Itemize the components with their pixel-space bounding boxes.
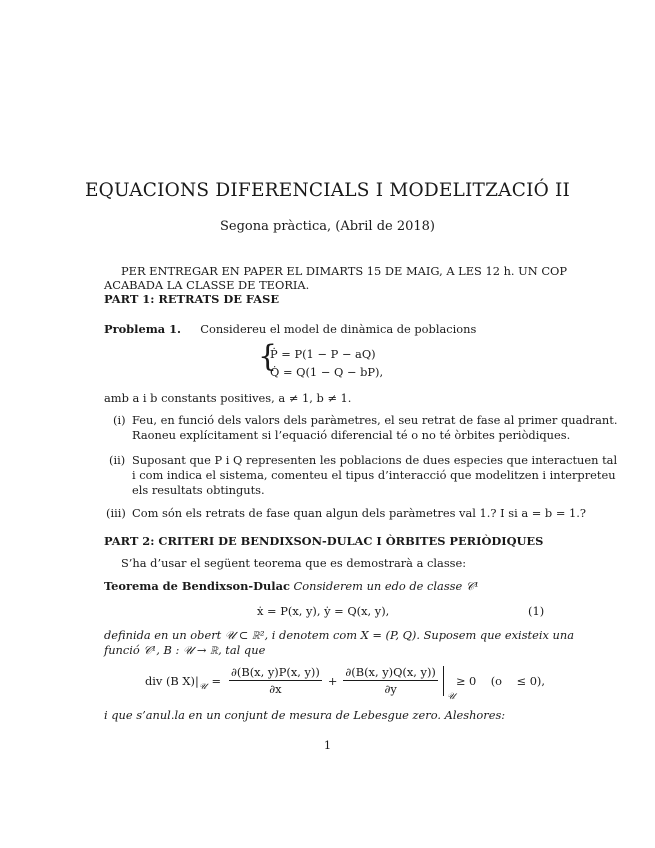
fraction-1-numerator: ∂(B(x, y)P(x, y)) [231,665,320,679]
plus-sign: + [327,673,338,688]
theorem-text: Considerem un edo de classe 𝒞¹ [293,579,479,593]
item-i-line-1: Feu, en funció dels valors dels paràmetres, el seu retrat de fase al primer quadrant. [132,413,618,427]
part2-heading: PART 2: CRITERI DE BENDIXSON-DULAC I ÒRBITES PERIÒDIQUES [104,534,544,548]
problem-1 [104,322,476,337]
document-title: EQUACIONS DIFERENCIALS I MODELITZACIÓ II [84,180,571,201]
item-i-label: (i) [113,413,126,427]
item-ii-line-2: i com indica el sistema, comenteu el tipus d’interacció que modelitzen i interpreteu [132,468,616,482]
theorem-label: Teorema de Bendixson-Dulac [104,579,290,593]
div-lhs-subscript: 𝒰 [198,682,207,692]
fraction-2-numerator: ∂(B(x, y)Q(x, y)) [345,665,436,679]
page-number: 1 [323,738,332,752]
div-lhs: div (B X)| [145,673,199,688]
notice-line-1: PER ENTREGAR EN PAPER EL DIMARTS 15 DE MAIG, A LES 12 h. UN COP [121,264,568,278]
problem-intro: Considereu el model de dinàmica de poblacions [200,322,477,336]
item-i-line-2: Raoneu explícitament si l’equació diferencial té o no té òrbites periòdiques. [132,428,571,442]
theorem-statement [104,579,479,594]
item-ii-line-3: els resultats obtinguts. [132,483,265,497]
fraction-2-denominator: ∂y [384,682,397,696]
fraction-1-denominator: ∂x [269,682,282,696]
fraction-2 [343,665,437,696]
evaluation-subscript: 𝒰 [446,691,455,702]
final-line: i que s’anul.la en un conjunt de mesura de Lebesgue zero. Aleshores: [104,708,506,722]
equation-q: Q̇ = Q(1 − Q − bP), [270,365,384,379]
div-rhs: ≥ 0 (o ≤ 0), [455,673,545,688]
div-equals: = [211,673,222,688]
equation-1: ẋ = P(x, y), ẏ = Q(x, y), [257,604,390,618]
definition-line-1: definida en un obert 𝒰 ⊂ ℝ², i denotem com X = (P, Q). Suposem que existeix una [104,628,575,642]
constants-text: amb a i b constants positives, a ≠ 1, b ≠ 1. [104,391,352,405]
item-iii-line-1: Com són els retrats de fase quan algun dels paràmetres val 1.? I si a = b = 1.? [132,506,586,520]
definition-line-2: funció 𝒞¹, B : 𝒰 → ℝ, tal que [104,643,266,657]
item-ii-label: (ii) [109,453,126,467]
part1-heading: PART 1: RETRATS DE FASE [104,292,280,306]
equation-1-number: (1) [528,604,545,618]
document-subtitle: Segona pràctica, (Abril de 2018) [220,219,435,234]
part2-intro: S’ha d’usar el següent teorema que es demostrarà a classe: [121,556,467,570]
divergence-condition [145,665,545,702]
fraction-1 [229,665,322,696]
system-brace: { [258,339,278,374]
equation-p: Ṗ = P(1 − P − aQ) [270,347,376,361]
notice-line-2: ACABADA LA CLASSE DE TEORIA. [104,278,310,292]
item-ii-line-1: Suposant que P i Q representen les poblacions de dues especies que interactuen tal [132,453,618,467]
evaluation-bar [443,666,455,702]
problem-label: Problema 1. [104,322,181,336]
item-iii-label: (iii) [106,506,126,520]
